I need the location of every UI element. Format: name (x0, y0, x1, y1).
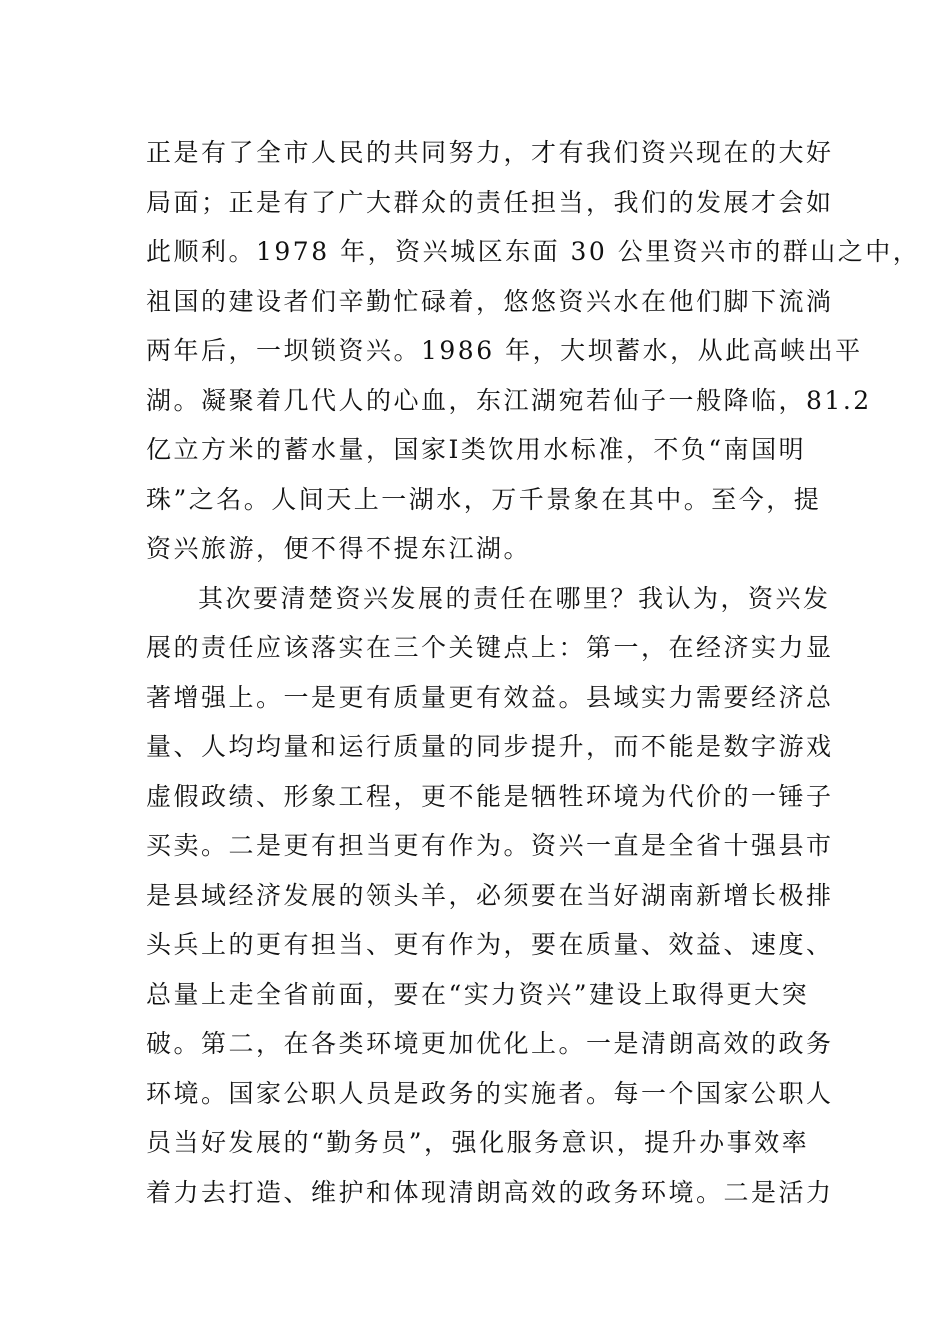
text-line: 亿立方米的蓄水量，国家Ⅰ类饮用水标准，不负“南国明 (146, 435, 807, 464)
text-line: 湖。凝聚着几代人的心血，东江湖宛若仙子一般降临，81.2 (146, 385, 872, 415)
text-line: 总量上走全省前面，要在“实力资兴”建设上取得更大突 (146, 979, 810, 1009)
text-line: 着力去打造、维护和体现清朗高效的政务环境。二是活力 (146, 1177, 834, 1207)
text-line: 资兴旅游，便不得不提东江湖。 (146, 534, 532, 563)
paragraph-first-line: 其次要清楚资兴发展的责任在哪里？我认为，资兴发 (198, 583, 831, 613)
text-line: 破。第二，在各类环境更加优化上。一是清朗高效的政务 (146, 1029, 834, 1058)
text-line: 珠”之名。人间天上一湖水，万千景象在其中。至今，提 (146, 484, 822, 514)
text-line: 局面；正是有了广大群众的责任担当，我们的发展才会如 (146, 187, 834, 217)
body-text (146, 128, 921, 1217)
text-line: 量、人均均量和运行质量的同步提升，而不能是数字游戏 (146, 732, 834, 761)
text-line: 员当好发展的“勤务员”，强化服务意识，提升办事效率 (146, 1128, 810, 1157)
text-line: 买卖。二是更有担当更有作为。资兴一直是全省十强县市 (146, 831, 834, 860)
text-line: 著增强上。一是更有质量更有效益。县域实力需要经济总 (146, 682, 834, 712)
text-line: 展的责任应该落实在三个关键点上：第一，在经济实力显 (146, 633, 834, 662)
text-line: 祖国的建设者们辛勤忙碌着，悠悠资兴水在他们脚下流淌 (146, 286, 834, 316)
text-line: 虚假政绩、形象工程，更不能是牺牲环境为代价的一锤子 (146, 781, 834, 811)
text-line: 头兵上的更有担当、更有作为，要在质量、效益、速度、 (146, 930, 834, 959)
text-line: 正是有了全市人民的共同努力，才有我们资兴现在的大好 (146, 138, 834, 167)
text-line: 两年后，一坝锁资兴。1986 年，大坝蓄水，从此高峡出平 (146, 336, 863, 365)
text-line: 环境。国家公职人员是政务的实施者。每一个国家公职人 (146, 1078, 834, 1108)
text-line: 是县域经济发展的领头羊，必须要在当好湖南新增长极排 (146, 880, 834, 910)
text-line: 此顺利。1978 年，资兴城区东面 30 公里资兴市的群山之中， (146, 237, 921, 266)
